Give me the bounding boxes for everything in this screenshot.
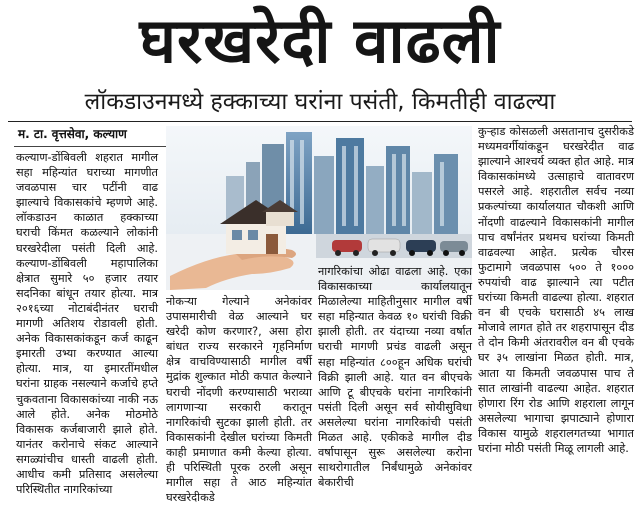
header-divider [8,121,632,122]
article-column-right: कुऱ्हाड कोसळली असतानाच दुसरीकडे मध्यमवर्गीयांकडून घरखरेदीत वाढ झाल्याने आश्चर्य व्यक्त होत आहे. मात्र विकासकांमध्ये उत्साहाचे वातावरण पसरले आहे. शहरातील सर्वच नव्या प्रकल्पांच्या कार्यालयात चौकशी आणि नोंदणी वाढल्याने विकासकांनी मागील पाच वर्षांनंतर प्रथमच घरांच्या किमती वाढवल्या आहेत. प्रत्येक चौरस फुटामागे जवळपास ५०० ते १००० रुपयांची वाढ झाल्याने त्या पटीत घरांच्या किमती वाढल्या होत्या. शहरात वन बी एचके घरासाठी ४५ लाख मोजावे लागत होते तर शहरापासून दीड ते दोन किमी अंतरावरील वन बी एचके घर ३५ लाखांना मिळत होती. मात्र, आता या किमती जवळपास पाच ते सात लाखांनी वाढल्या आहेत. शहरात होणारा रिंग रोड आणि शहराला लागून असलेल्या भागाचा झपाट्याने होणारा विकास यामुळे शहरालगतच्या भागात घरांना मोठी पसंती मिळू लागली आहे. [478,125,634,455]
article-column-middle-2: नागरिकांचा ओढा वाढला आहे. एका विकासकाच्या कार्यालयातून मिळालेल्या माहितीनुसार मागील वर्षी सहा महिन्यात केवळ १० घरांची विक्री झाली होती. तर यंदाच्या नव्या वर्षात घराची मागणी प्रचंड वाढली असून सहा महिन्यांत ८००हून अधिक घरांची विक्री झाली आहे. यात वन बीएचके आणि टू बीएचके घरांना नागरिकांनी पसंती दिली असून सर्व सोयीसुविधा असलेल्या घरांना नागरिकांची पसंती मिळत आहे. एकीकडे मागील दीड वर्षापासून सुरू असलेल्या करोना साथरोगातील निर्बंधामुळे अनेकांवर बेकारीची [318,265,472,490]
byline: म. टा. वृत्तसेवा, कल्याण [18,127,127,141]
article-column-middle-1: नोकऱ्या गेल्याने अनेकांवर उपासमारीची वेळ आल्याने घर खरेदी कोण करणार?, असा होरा बांधत राज्य सरकारने गृहनिर्माण क्षेत्र वाचविण्यासाठी मागील वर्षी मुद्रांक शुल्कात मोठी कपात केल्याने घराची नोंदणी करण्यासाठी भराव्या लागणाऱ्या सरकारी करातून नागरिकांची सुटका झाली होती. तर विकासकांनी देखील घरांच्या किमती काही प्रमाणात कमी केल्या होत्या. ही परिस्थिती पूरक ठरली असून मागील सहा ते आठ महिन्यांत घरखरेदीकडे [166,295,312,505]
headline: घरखरेदी वाढली [139,4,501,77]
article-column-left: कल्याण-डोंबिवली शहरात मागील सहा महिन्यांत घराच्या मागणीत जवळपास चार पटींनी वाढ झाल्याचे विकासकांचे म्हणणे आहे. लॉकडाउन काळात हक्काच्या घराची किंमत कळल्याने लोकांनी घरखरेदीला पसंती दिली आहे. कल्याण-डोंबिवली महापालिका क्षेत्रात सुमारे ५० हजार तयार सदनिका बांधून तयार होत्या. मात्र २०१६च्या नोटाबंदीनंतर घराची मागणी अतिशय रोडावली होती. अनेक विकासकांकडून कर्ज काढून इमारती उभ्या करण्यात आल्या होत्या. मात्र, या इमारतींमधील घरांना ग्राहक नसल्याने कर्जाचे हप्ते चुकवताना विकासकांच्या नाकी नऊ आले होते. अनेक मोठमोठे विकासक कर्जबाजारी झाले होते. यानंतर करोनाचे संकट आल्याने सगळ्यांचीच धास्ती वाढली होती. आधीच कमी प्रतिसाद असलेल्या परिस्थितीत नागरिकांच्या [16,151,158,497]
subheadline: लॉकडाउनमध्ये हक्काच्या घरांना पसंती, किमतीही वाढल्या [84,89,556,115]
